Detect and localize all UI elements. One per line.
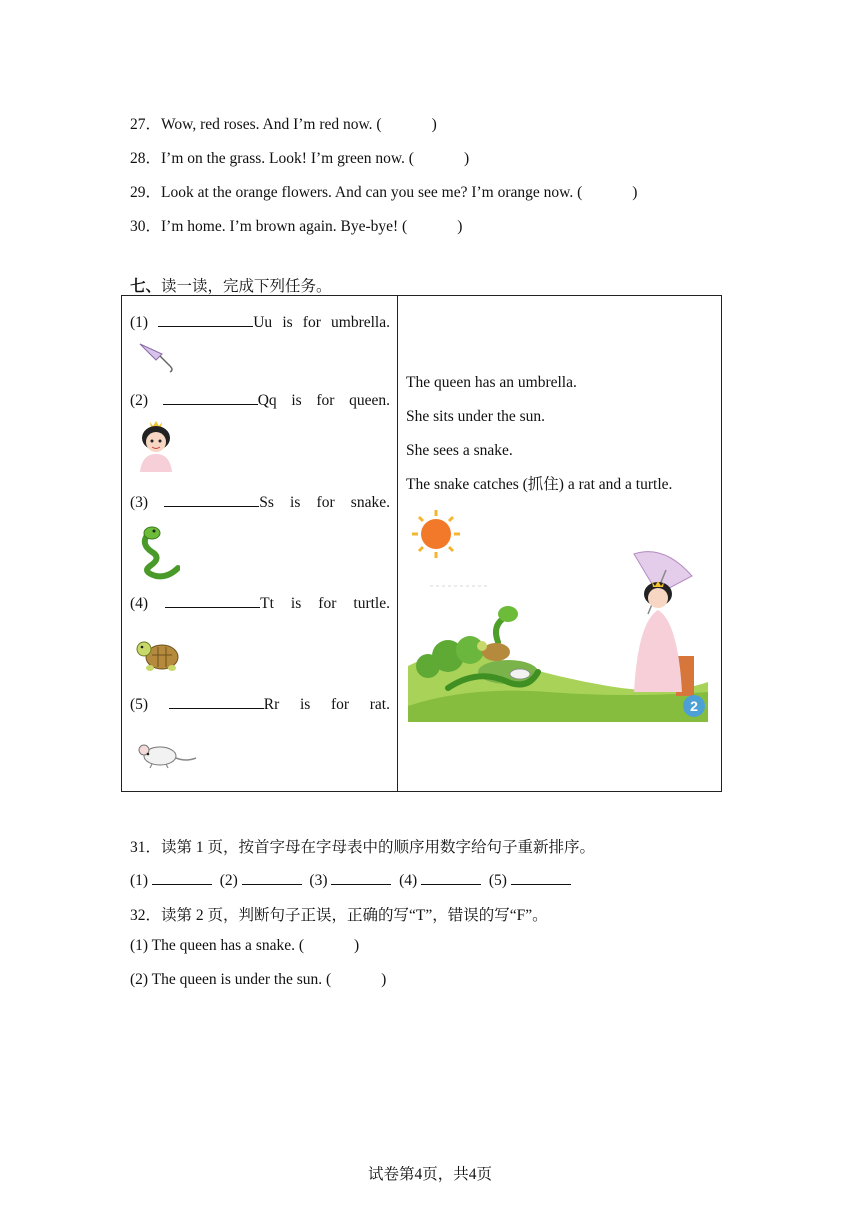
question-text: 读第 2 页，判断句子正误，正确的写“T”，错误的写“F”。: [161, 907, 548, 924]
word-for: for: [316, 494, 335, 511]
section-number: 七、: [130, 278, 162, 295]
question-number: 31．: [130, 839, 162, 856]
question-text: Look at the orange flowers. And can you see me? I’m orange now. (: [161, 184, 583, 201]
blank-label: (4): [399, 872, 418, 889]
answer-line[interactable]: [163, 390, 258, 405]
paren-close: ): [463, 150, 470, 167]
rat-icon: [134, 736, 198, 777]
letter-pair: Ss: [259, 494, 274, 511]
reading-table: [121, 295, 722, 792]
letter-pair: Uu: [253, 314, 273, 331]
question-text: Wow, red roses. And I’m red now. (: [161, 116, 382, 133]
sun-icon: [412, 510, 460, 558]
question-number: 32．: [130, 907, 162, 924]
queen-icon: [134, 418, 178, 477]
answer-line[interactable]: [421, 870, 481, 885]
word-is: is: [291, 392, 302, 409]
question-31-blanks: [130, 870, 571, 890]
item-turtle: [130, 593, 390, 613]
question-28: [130, 146, 469, 168]
letter-pair: Tt: [260, 595, 274, 612]
column-divider: [397, 296, 398, 791]
page-footer: 试卷第4页，共4页: [367, 1166, 492, 1183]
question-text: I’m home. I’m brown again. Bye-bye! (: [161, 218, 408, 235]
word-for: for: [318, 595, 337, 612]
question-text: 读第 1 页，按首字母在字母表中的顺序用数字给句子重新排序。: [161, 839, 596, 856]
answer-line[interactable]: [331, 870, 391, 885]
item-number: (3): [130, 494, 149, 511]
statement-text: (1) The queen has a snake. (: [130, 937, 305, 954]
word-is: is: [282, 314, 293, 331]
blank-label: (2): [219, 872, 238, 889]
word-is: is: [290, 494, 301, 511]
answer-line[interactable]: [164, 492, 259, 507]
answer-line[interactable]: [152, 870, 212, 885]
word-for: for: [316, 392, 335, 409]
item-umbrella: [130, 312, 390, 332]
item-object: turtle.: [353, 595, 390, 612]
question-number: 30．: [130, 218, 162, 235]
item-number: (4): [130, 595, 149, 612]
answer-line[interactable]: [511, 870, 571, 885]
item-object: rat.: [369, 696, 390, 713]
question-number: 27．: [130, 116, 162, 133]
story-line: The snake catches (抓住) a rat and a turtle.: [406, 476, 673, 493]
story-line: She sits under the sun.: [406, 408, 546, 425]
answer-line[interactable]: [242, 870, 302, 885]
story-illustration: [408, 506, 708, 727]
item-object: queen.: [349, 392, 390, 409]
word-is: is: [290, 595, 302, 612]
story-line: She sees a snake.: [406, 442, 513, 459]
question-number: 29．: [130, 184, 162, 201]
question-32-item-1: [130, 937, 359, 955]
item-number: (2): [130, 392, 149, 409]
question-number: 28．: [130, 150, 162, 167]
item-snake: [130, 492, 390, 512]
page-number-badge: 2: [690, 698, 698, 714]
blank-label: (5): [488, 872, 507, 889]
blank-label: (3): [309, 872, 328, 889]
letter-pair: Rr: [263, 696, 280, 713]
word-for: for: [330, 696, 350, 713]
question-31: [130, 835, 595, 857]
item-number: (1): [130, 314, 149, 331]
word-is: is: [299, 696, 311, 713]
story-line: The queen has an umbrella.: [406, 374, 577, 391]
answer-line[interactable]: [165, 593, 260, 608]
umbrella-icon: [134, 340, 178, 379]
story-text: [406, 366, 672, 502]
item-rat: [130, 694, 390, 714]
paren-close: ): [632, 184, 638, 201]
answer-line[interactable]: [158, 312, 253, 327]
paren-close: ): [354, 937, 360, 954]
question-29: [130, 180, 637, 202]
item-number: (5): [130, 696, 149, 713]
question-text: I’m on the grass. Look! I’m green now. (: [161, 150, 414, 167]
section-title: 读一读，完成下列任务。: [161, 278, 332, 295]
item-object: umbrella.: [331, 314, 390, 331]
question-32: [130, 903, 548, 925]
paren-close: ): [431, 116, 437, 133]
item-object: snake.: [350, 494, 390, 511]
answer-line[interactable]: [169, 694, 264, 709]
section-heading: [130, 274, 332, 296]
question-32-item-2: [130, 971, 386, 989]
word-for: for: [302, 314, 321, 331]
turtle-icon: [134, 629, 182, 680]
item-queen: [130, 390, 390, 410]
paren-close: ): [381, 971, 387, 988]
snake-icon: [134, 524, 180, 585]
blank-label: (1): [130, 872, 149, 889]
question-30: [130, 214, 462, 236]
statement-text: (2) The queen is under the sun. (: [130, 971, 332, 988]
paren-close: ): [457, 218, 463, 235]
question-27: [130, 112, 437, 134]
letter-pair: Qq: [257, 392, 277, 409]
